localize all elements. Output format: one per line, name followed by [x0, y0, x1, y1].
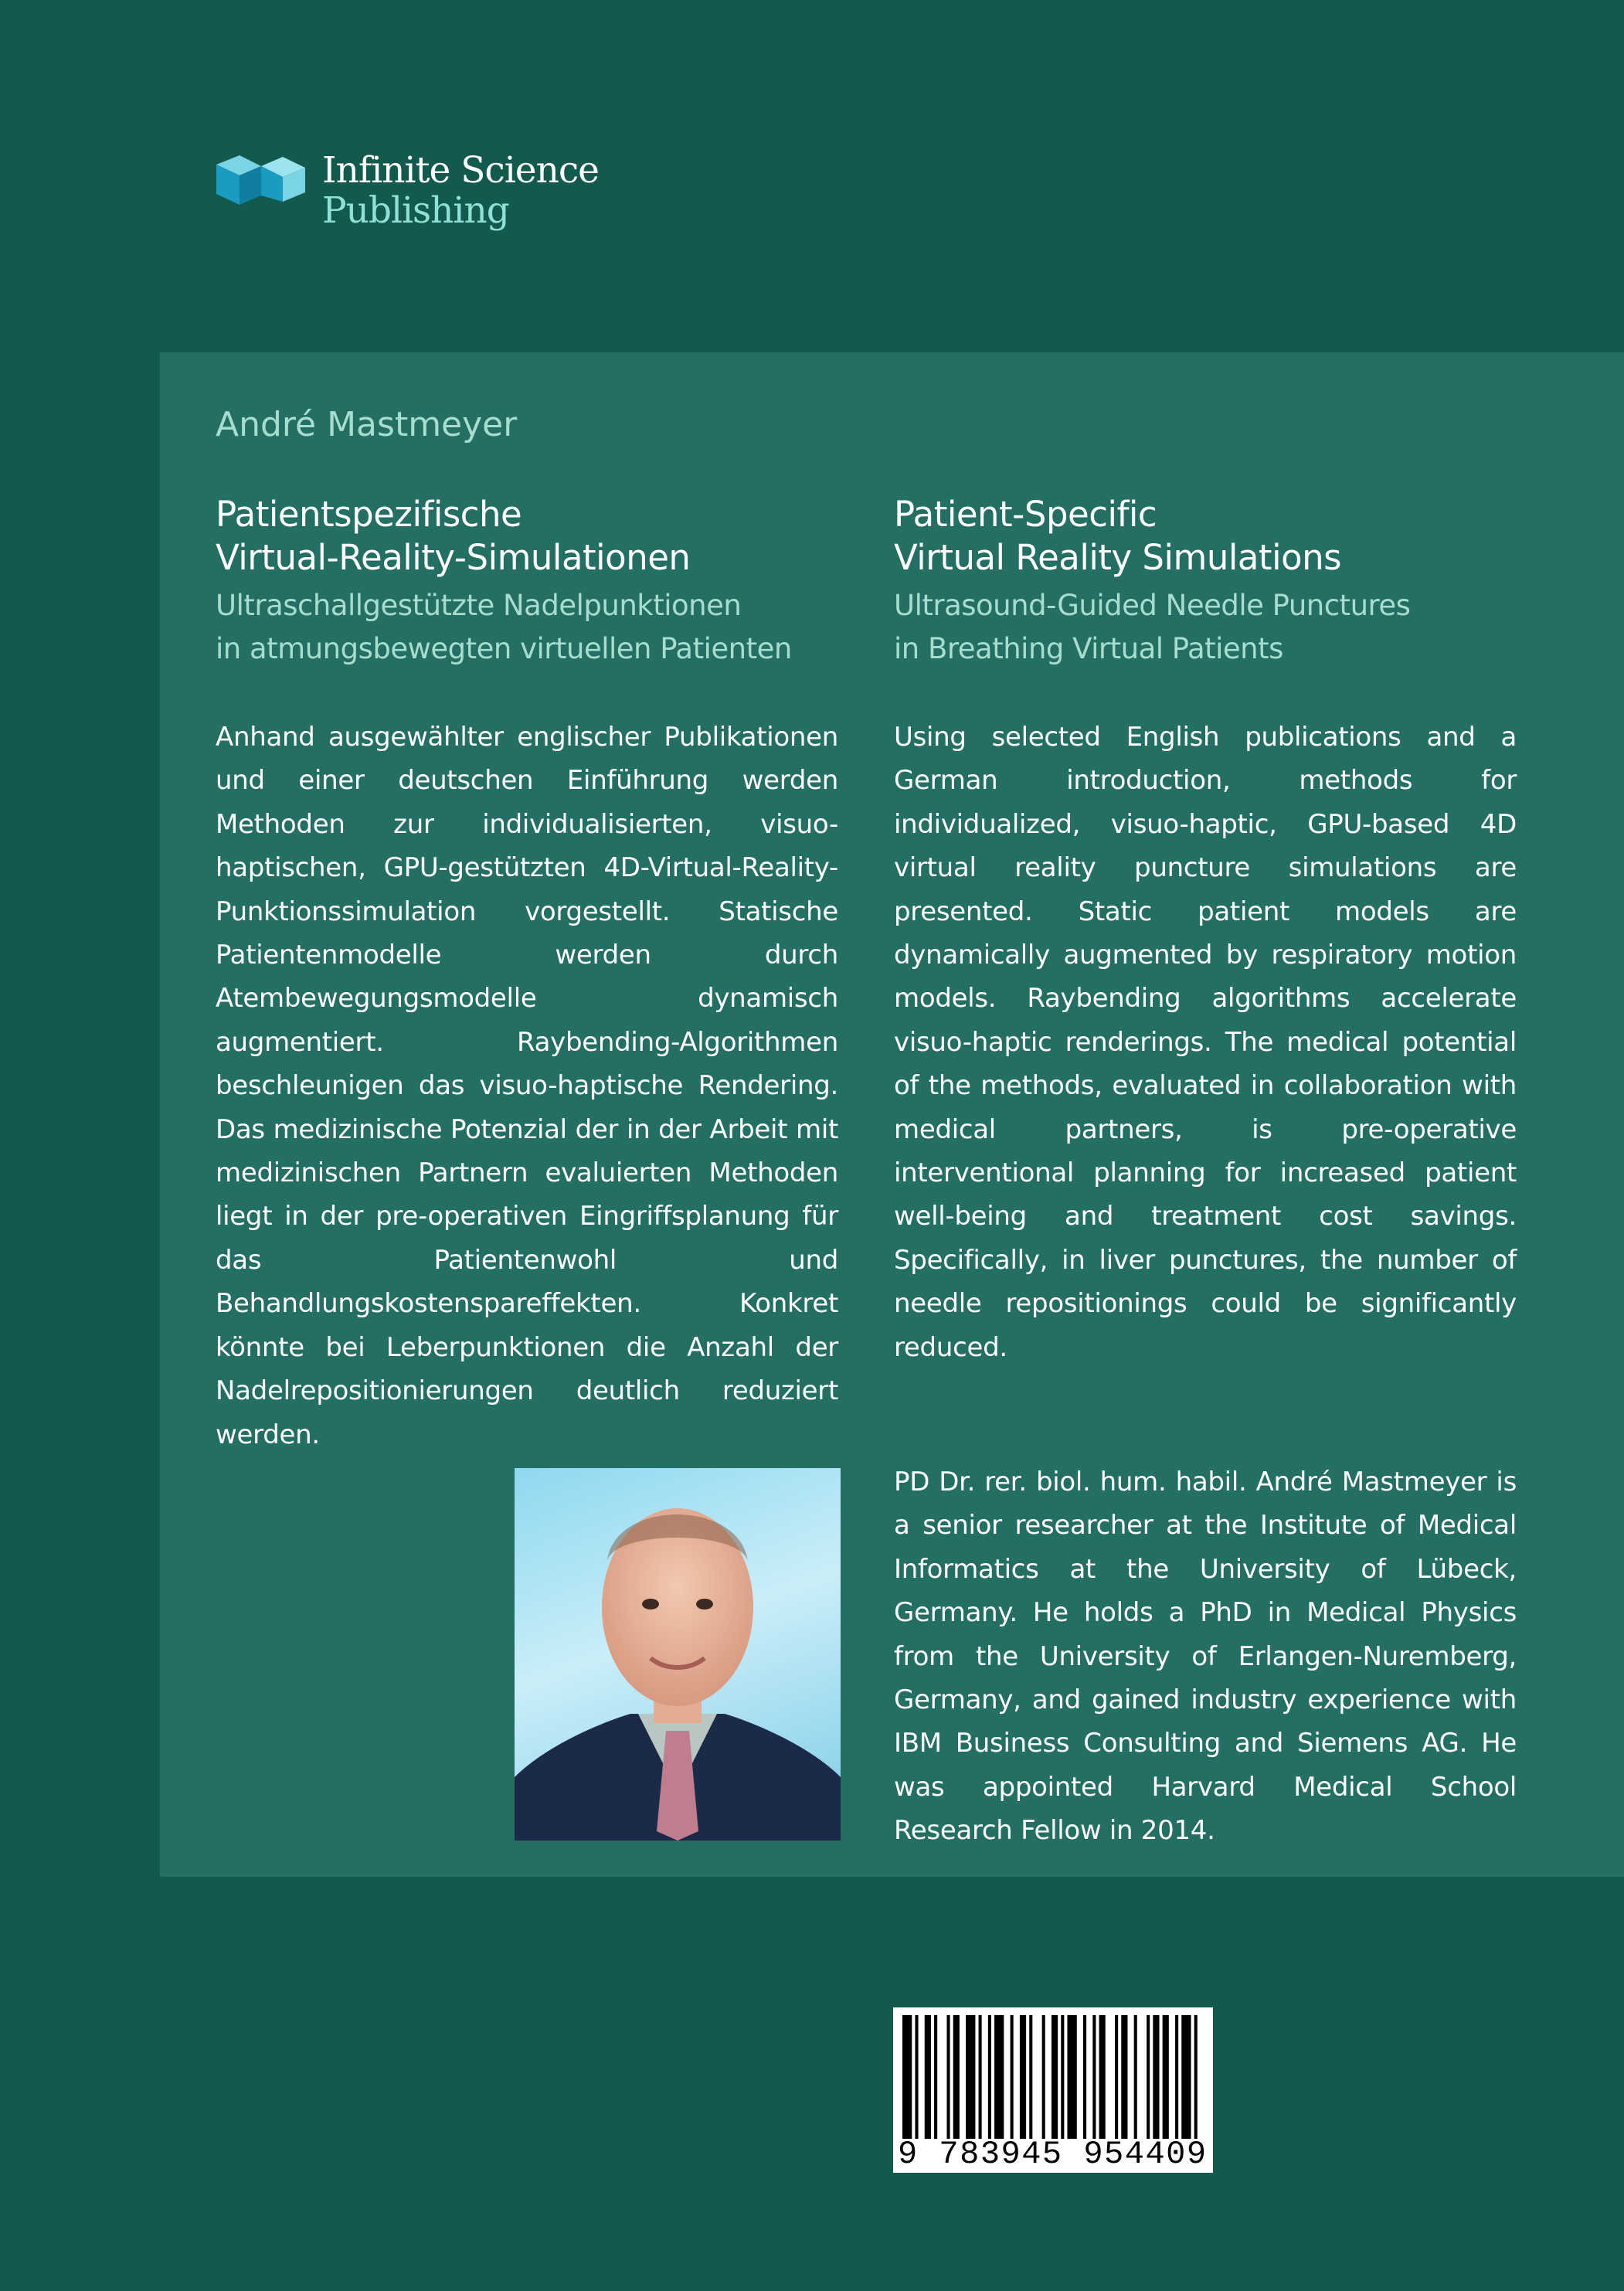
english-subtitle-line: Ultrasound-Guided Needle Punctures [894, 589, 1411, 622]
barcode-bar [979, 2015, 982, 2139]
english-subtitle-line: in Breathing Virtual Patients [894, 632, 1283, 665]
barcode-bar [1181, 2015, 1191, 2139]
barcode-bar [925, 2015, 931, 2139]
barcode-bar [1042, 2015, 1045, 2139]
isbn-digits: 9 783945 954409 [898, 2136, 1208, 2173]
barcode-bar [1099, 2015, 1106, 2139]
german-subtitle-line: Ultraschallgestützte Nadelpunktionen [216, 589, 742, 622]
author-name: André Mastmeyer [216, 405, 518, 444]
barcode-bar [915, 2015, 918, 2139]
barcode-bar [1175, 2015, 1178, 2139]
barcode-bar [946, 2015, 950, 2139]
barcode-bar [1029, 2015, 1032, 2139]
barcode-bar [1163, 2015, 1169, 2139]
german-subtitle-line: in atmungsbewegten virtuellen Patienten [216, 632, 792, 665]
barcode-bar [994, 2015, 1004, 2139]
barcode-bar [953, 2015, 960, 2139]
barcode-bar [1052, 2015, 1058, 2139]
barcode-bar [1153, 2015, 1159, 2139]
english-title-line: Virtual Reality Simulations [894, 537, 1342, 578]
author-bio: PD Dr. rer. biol. hum. habil. André Mastmeyer is a senior researcher at the Institute of Medical Informatics at the University of Lübeck, Germany. He holds a PhD in Medical Physics from the University of Erlangen-Nuremberg, Germany, and gained industry experience with IBM Business Consulting and Siemens AG. He was appointed Harvard Medical School Research Fellow in 2014. [894, 1467, 1517, 1847]
english-title [894, 493, 1517, 580]
german-title-line: Virtual-Reality-Simulationen [216, 537, 691, 578]
publisher-name-sub: Publishing [322, 189, 509, 232]
english-subtitle [894, 584, 1517, 671]
publisher-name: Infinite Science [322, 149, 599, 192]
barcode-bars-icon [902, 2015, 1204, 2139]
barcode-bar [1061, 2015, 1064, 2139]
german-abstract: Anhand ausgewählter englischer Publikationen und einer deutschen Einführung werden Methoden zur individualisierten, visuo-haptischen, GPU-gestützten 4D-Virtual-Reality-Punktionssimulation vorgestellt. Statische Patientenmodelle werden durch Atembewegungsmodelle dynamisch augmentiert. Raybending-Algorithmen beschleunigen das visuo-haptische Rendering. Das medizinische Potenzial der in der Arbeit mit medizinischen Partnern evaluierten Methoden liegt in der pre-operativen Eingriffsplanung für das Patientenwohl und Behandlungskostenspareffekten. Konkret könnte bei Leberpunktionen die Anzahl der Nadelrepositionierungen deutlich reduziert werden. [216, 722, 838, 1450]
english-title-line: Patient-Specific [894, 494, 1157, 535]
barcode-bar [966, 2015, 975, 2139]
content-panel [160, 352, 1624, 1877]
barcode-bar [902, 2015, 912, 2139]
barcode-bar [1092, 2015, 1096, 2139]
publisher-logo [216, 151, 618, 243]
barcode-bar [1083, 2015, 1086, 2139]
barcode-bar [1020, 2015, 1026, 2139]
english-abstract: Using selected English publications and a German introduction, methods for individualized, visuo-haptic, GPU-based 4D virtual reality puncture simulations are presented. Static patient models are dynamically augmented by respiratory motion models. Raybending algorithms accelerate visuo-haptic renderings. The medical potential of the methods, evaluated in collaboration with medical partners, is pre-operative interventional planning for increased patient well-being and treatment cost savings. Specifically, in liver punctures, the number of needle repositionings could be significantly reduced. [894, 722, 1517, 1363]
isbn-barcode [893, 2007, 1213, 2173]
publisher-logo-icon [216, 151, 305, 205]
barcode-bar [988, 2015, 991, 2139]
english-title-block [894, 493, 1517, 671]
barcode-bar [1121, 2015, 1127, 2139]
german-title [216, 493, 838, 580]
author-portrait-icon [515, 1468, 841, 1841]
barcode-bar [1067, 2015, 1076, 2139]
barcode-bar [934, 2015, 937, 2139]
barcode-bar [1147, 2015, 1150, 2139]
german-title-block [216, 493, 838, 671]
author-photo [515, 1468, 841, 1841]
german-subtitle [216, 584, 838, 671]
german-title-line: Patientspezifische [216, 494, 522, 535]
barcode-bar [1134, 2015, 1137, 2139]
barcode-bar [1115, 2015, 1118, 2139]
barcode-bar [1011, 2015, 1014, 2139]
barcode-bar [1194, 2015, 1198, 2139]
